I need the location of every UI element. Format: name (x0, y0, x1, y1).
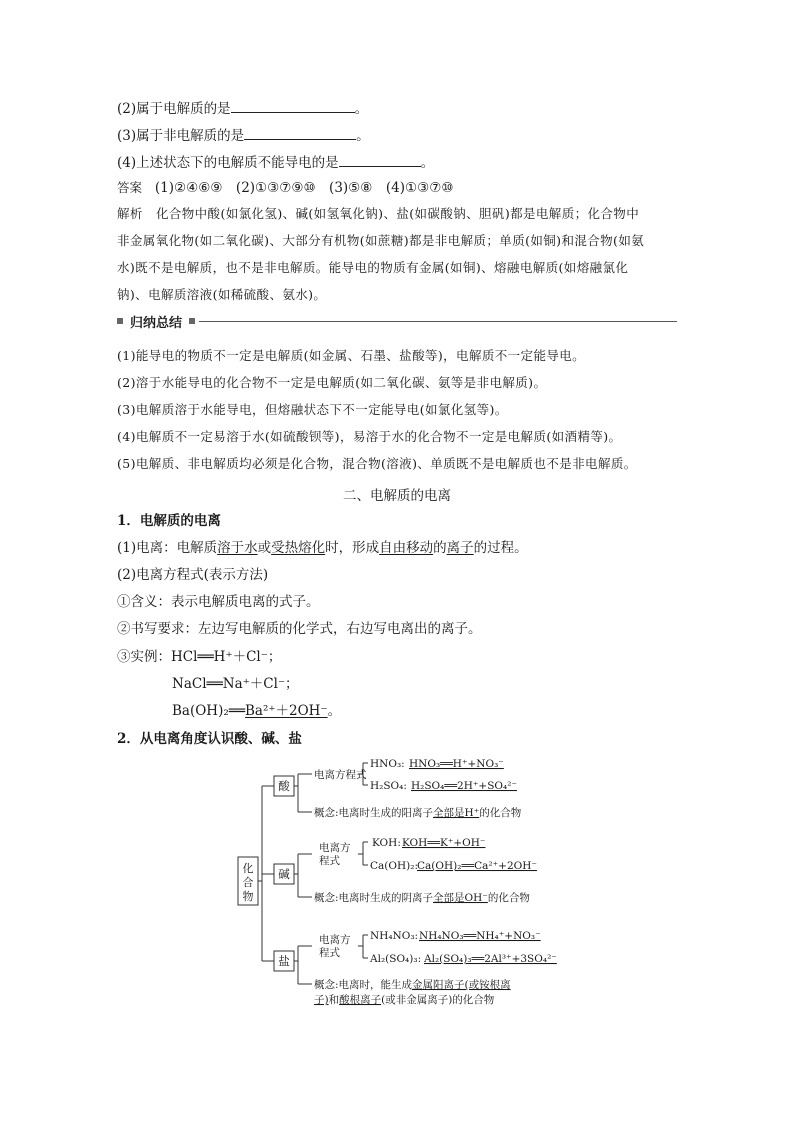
equation-title: (2)电离方程式(表示方法) (117, 567, 269, 583)
base-eq2-name: Ca(OH)₂: (370, 860, 418, 872)
acid-concept-post: 的化合物 (479, 807, 522, 819)
ionization-definition: (1)电离：电解质溶于水或受热熔化时，形成自由移动的离子的过程。 (117, 540, 528, 556)
analysis-line-1: 解析 化合物中酸(如氯化氢)、碱(如氢氧化钠)、盐(如碳酸钠、胆矾)都是电解质；化合物中 (117, 206, 640, 221)
salt-eq1: NH₄NO₃══NH₄⁺+NO₃⁻ (419, 930, 541, 942)
acid-base-salt-diagram (0, 740, 794, 1040)
base-eq1-name: KOH: (372, 837, 401, 849)
acid-label: 酸 (278, 779, 290, 793)
salt-concept1-u: 金属阳离子(或铵根离 (412, 979, 511, 991)
subsection-2: 2．从电离角度认识酸、碱、盐 (117, 731, 302, 747)
answer-blank[interactable] (231, 98, 355, 113)
answer-blank[interactable] (339, 152, 421, 167)
svg-text:子)和酸根离子(或非金属离子)的化合物 (314, 993, 495, 1006)
root-char-2: 合 (242, 876, 254, 889)
root-char-1: 化 (242, 862, 254, 875)
acid-eq2-name: H₂SO₄: (370, 780, 407, 792)
summary-title: 归纳总结 (130, 316, 183, 331)
base-concept-pre: 概念:电离时生成的阴离子 (314, 892, 434, 904)
acid-eq-label: 电离方程式 (314, 769, 367, 781)
svg-text:概念:电离时生成的阴离子全部是OH⁻的化合物 (314, 891, 530, 904)
summary-item-3: (3)电解质溶于水能导电，但熔融状态下不一定能导电(如氯化氢等)。 (117, 402, 508, 417)
analysis-line-2: 非金属氧化物(如二氧化碳)、大部分有机物(如蔗糖)都是非电解质；单质(如铜)和混合物(如氨 (117, 233, 645, 248)
acid-concept-pre: 概念:电离时生成的阳离子 (314, 807, 434, 819)
square-bullet-icon (189, 318, 195, 324)
salt-label: 盐 (278, 954, 290, 968)
salt-eq-label-1: 电离方 (319, 934, 351, 946)
svg-text:概念:电离时，能生成金属阳离子(或铵根离 (314, 978, 511, 991)
answer-line (117, 179, 453, 197)
summary-item-2: (2)溶于水能导电的化合物不一定是电解质(如二氧化碳、氨等是非电解质)。 (117, 375, 547, 390)
base-concept-post: 的化合物 (487, 892, 530, 904)
analysis-line-4: 钠)、电解质溶液(如稀硫酸、氨水)。 (117, 287, 327, 302)
divider (199, 321, 677, 322)
answer-blank[interactable] (244, 125, 356, 140)
summary-item-5: (5)电解质、非电解质均必须是化合物，混合物(溶液)、单质既不是电解质也不是非电解质。 (117, 456, 637, 471)
salt-concept2-u1: 子) (314, 994, 329, 1006)
base-eq-label-2: 程式 (319, 855, 340, 867)
salt-eq-label-2: 程式 (319, 947, 340, 959)
acid-eq1-name: HNO₃: (370, 758, 405, 770)
meaning: ①含义：表示电解质电离的式子。 (117, 594, 320, 610)
analysis-line-3: 水)既不是电解质，也不是非电解质。能导电的物质有金属(如铜)、熔融电解质(如熔融氯化 (117, 260, 629, 275)
question-3-text: (3)属于非电解质的是 (117, 128, 245, 144)
writing-rule: ②书写要求：左边写电解质的化学式，右边写电离出的离子。 (117, 621, 482, 637)
base-eq1: KOH══K⁺+OH⁻ (402, 837, 486, 849)
base-concept-u: 全部是OH⁻ (433, 892, 488, 904)
question-4: (4)上述状态下的电解质不能导电的是 。 (117, 152, 434, 172)
salt-concept1-pre: 概念:电离时，能生成 (314, 979, 413, 991)
summary-item-4: (4)电解质不一定易溶于水(如硫酸钡等)，易溶于水的化合物不一定是电解质(如酒精等)。 (117, 429, 622, 444)
acid-concept-u: 全部是H⁺ (433, 807, 480, 819)
acid-eq1: HNO₃══H⁺+NO₃⁻ (409, 758, 504, 770)
analysis-label: 解析 (117, 206, 143, 221)
question-3: (3)属于非电解质的是 。 (117, 125, 370, 145)
base-eq2: Ca(OH)₂══Ca²⁺+2OH⁻ (417, 860, 537, 872)
salt-concept2-mid: 和 (328, 994, 340, 1006)
question-2-text: (2)属于电解质的是 (117, 101, 231, 117)
salt-concept2-u2: 酸根离子 (339, 994, 382, 1006)
salt-eq1-name: NH₄NO₃: (370, 930, 419, 942)
root-char-3: 物 (242, 890, 254, 903)
subsection-1: 1．电解质的电离 (117, 513, 221, 529)
summary-item-1: (1)能导电的物质不一定是电解质(如金属、石墨、盐酸等)，电解质不一定能导电。 (117, 348, 586, 363)
example-3: Ba(OH)₂══Ba²⁺＋2OH⁻。 (172, 703, 342, 719)
example-1: ③实例：HCl══H⁺＋Cl⁻； (117, 649, 282, 665)
summary-header (117, 312, 677, 332)
acid-eq2: H₂SO₄══2H⁺+SO₄²⁻ (411, 780, 517, 792)
base-eq-label-1: 电离方 (319, 842, 351, 854)
square-bullet-icon (117, 318, 123, 324)
base-label: 碱 (278, 867, 290, 881)
salt-eq2: Al₂(SO₄)₃══2Al³⁺+3SO₄²⁻ (424, 953, 557, 965)
answer-label: 答案 (117, 180, 143, 195)
section-heading: 二、电解质的电离 (343, 488, 451, 504)
svg-text:概念:电离时生成的阳离子全部是H⁺的化合物 (314, 806, 522, 819)
salt-eq2-name: Al₂(SO₄)₃: (370, 953, 422, 965)
example-2: NaCl══Na⁺＋Cl⁻； (172, 676, 299, 692)
salt-concept2-post: (或非金属离子)的化合物 (381, 994, 495, 1006)
question-2: (2)属于电解质的是 。 (117, 98, 368, 118)
answer-text: (1)②④⑥⑨ (2)①③⑦⑨⑩ (3)⑤⑧ (4)①③⑦⑩ (154, 180, 454, 196)
question-4-text: (4)上述状态下的电解质不能导电的是 (117, 155, 339, 171)
